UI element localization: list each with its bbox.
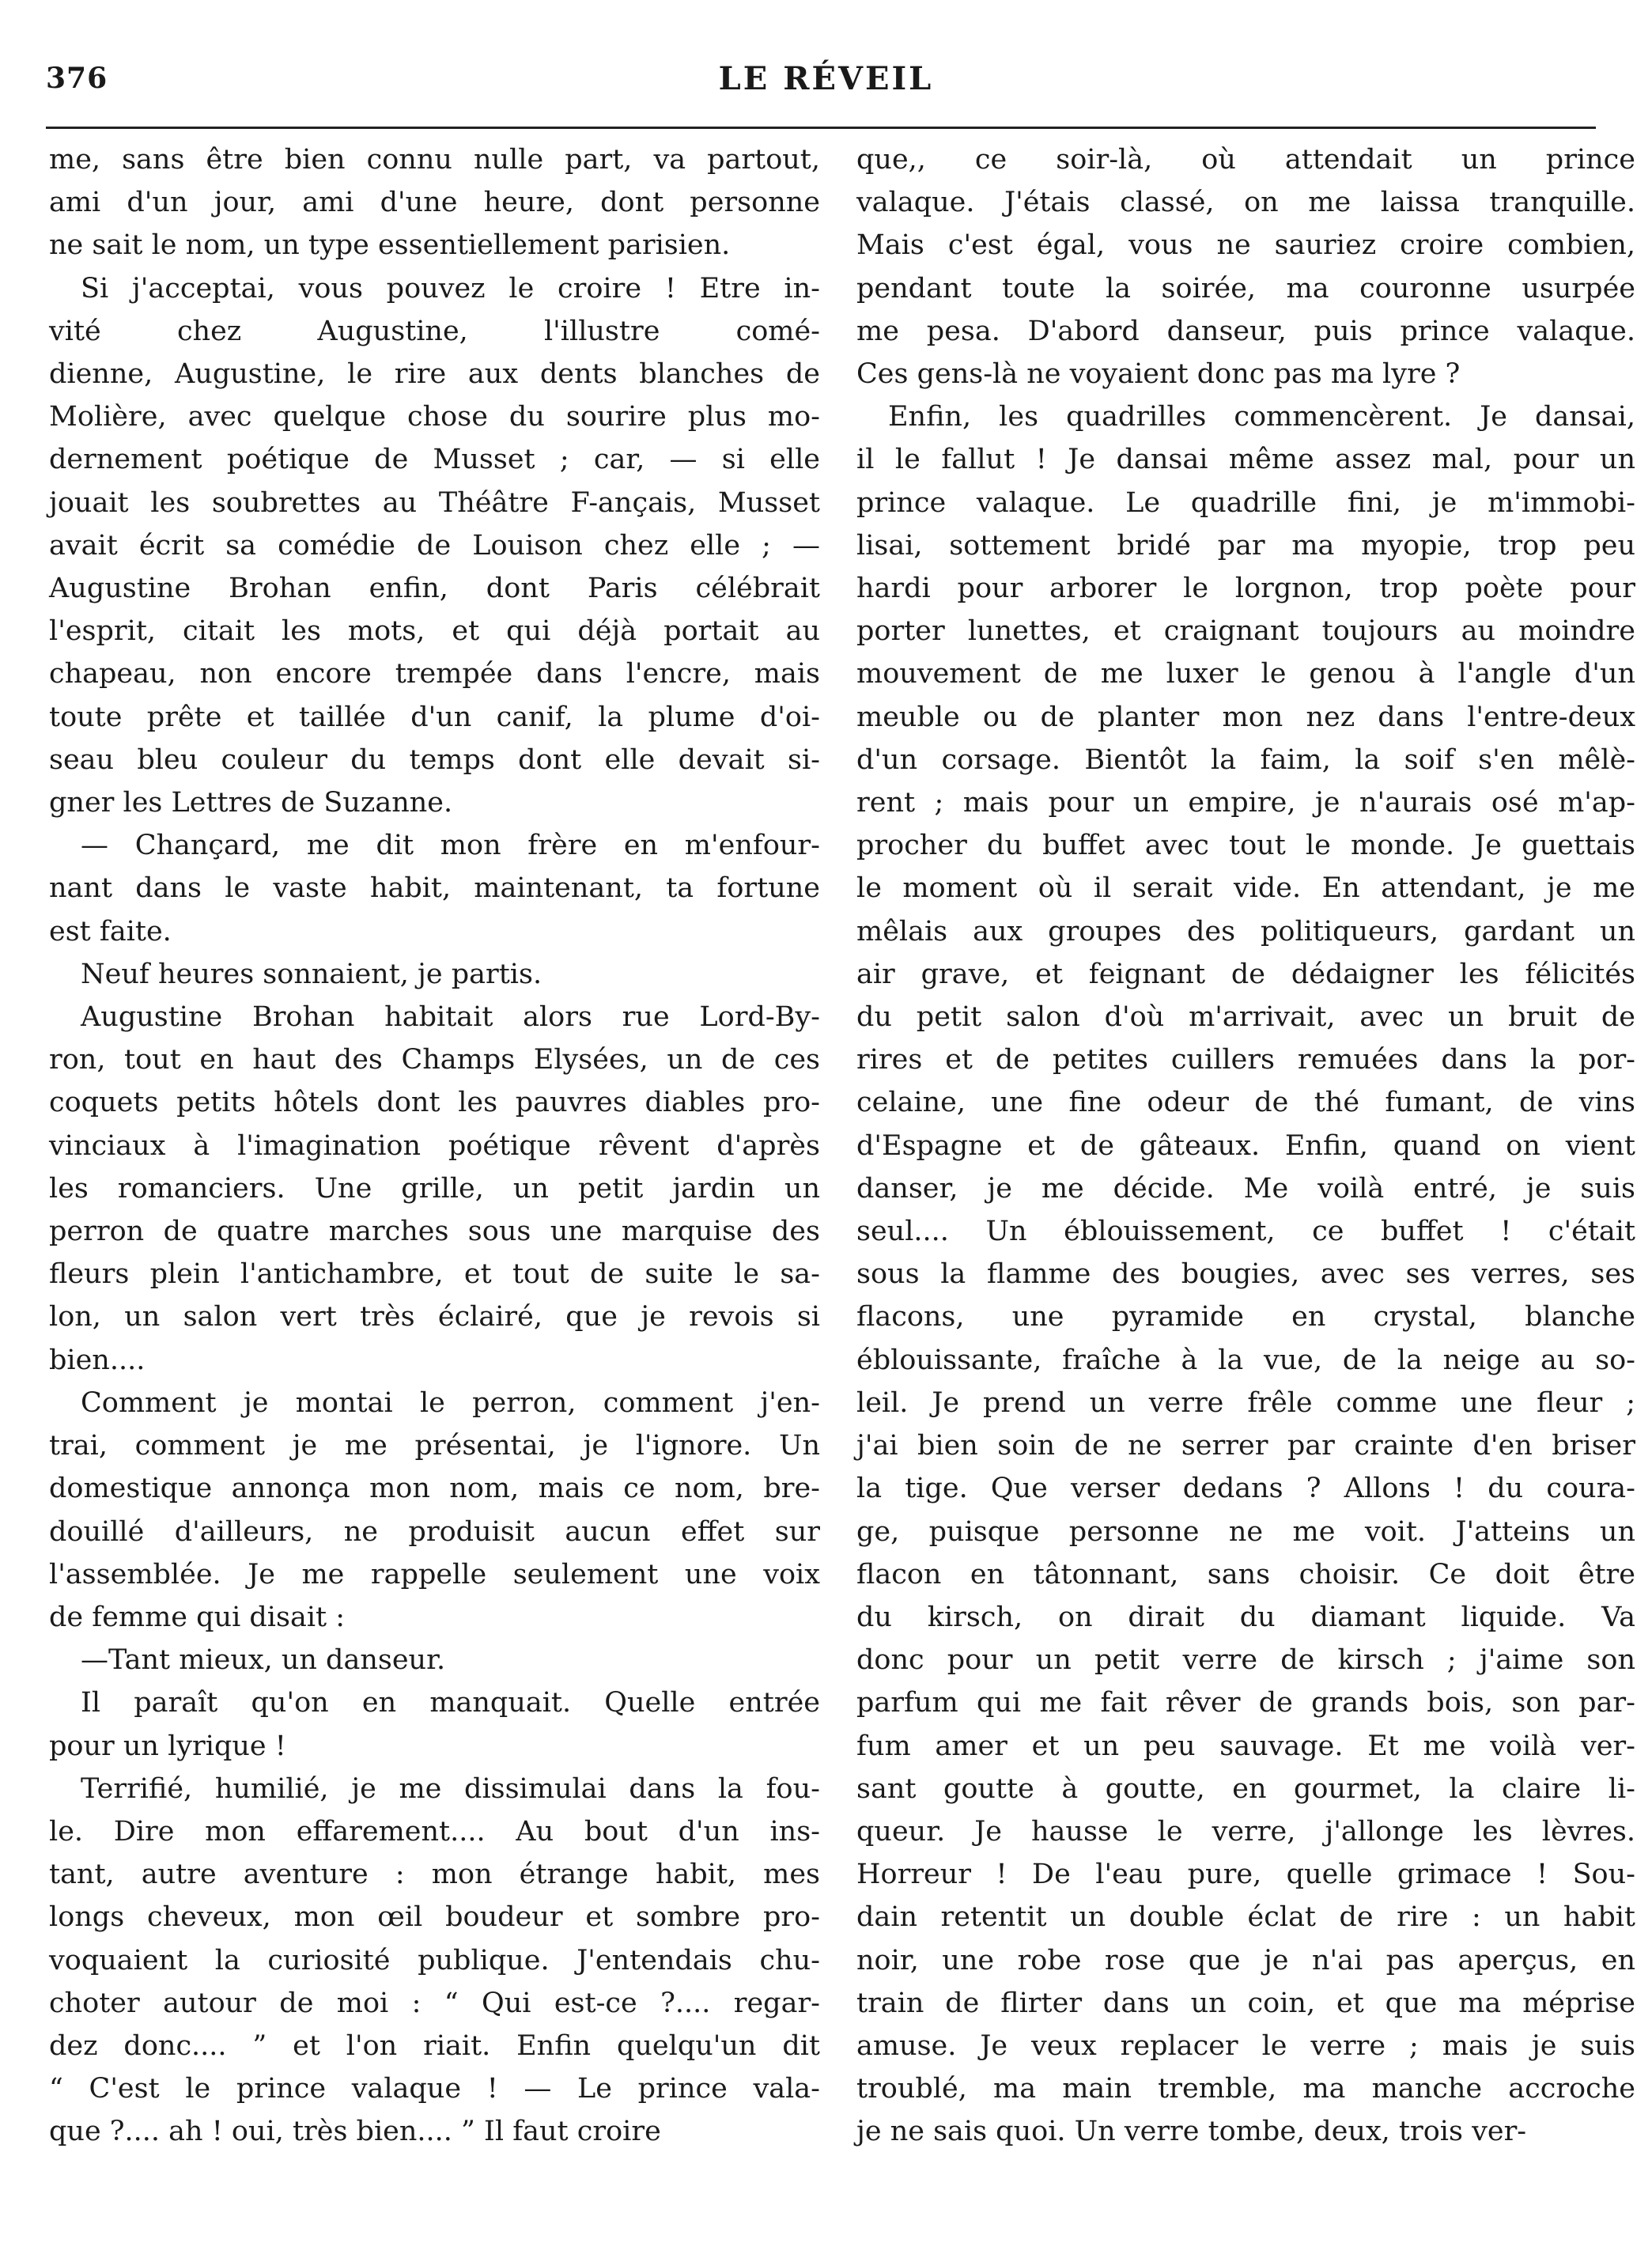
text-line: je ne sais quoi. Un verre tombe, deux, trois ver- (856, 2116, 1527, 2148)
text-line: du kirsch, on dirait du diamant liquide. Va (856, 1601, 1635, 1633)
text-line: les romanciers. Une grille, un petit jardin un (49, 1172, 820, 1205)
text-line: Enfin, les quadrilles commencèrent. Je dansai, (888, 401, 1635, 433)
text-line: longs cheveux, mon œil boudeur et sombre pro- (49, 1901, 820, 1934)
text-line: pendant toute la soirée, ma couronne usurpée (856, 272, 1635, 304)
text-line: leil. Je prend un verre frêle comme une fleur ; (856, 1386, 1635, 1419)
text-line: la tige. Que verser dedans ? Allons ! du coura- (856, 1473, 1635, 1505)
paragraph (49, 267, 820, 825)
text-line: — Chançard, me dit mon frère en m'enfour- (81, 830, 820, 862)
text-line: il le fallut ! Je dansai même assez mal, pour un (856, 444, 1635, 476)
text-line: fum amer et un peu sauvage. Et me voilà ver- (856, 1730, 1635, 1762)
text-line: ne sait le nom, un type essentiellement parisien. (49, 229, 731, 262)
text-line: sant goutte à goutte, en gourmet, la claire li- (856, 1772, 1635, 1805)
paragraph (856, 138, 1635, 395)
text-line: dain retentit un double éclat de rire : un habit (856, 1901, 1635, 1934)
text-line: noir, une robe rose que je n'ai pas aperçus, en (856, 1944, 1635, 1976)
paragraph (856, 395, 1635, 2153)
paragraph (49, 1382, 820, 1639)
text-line: dienne, Augustine, le rire aux dents blanches de (49, 358, 820, 391)
text-line: jouait les soubrettes au Théâtre F-ançais, Musset (49, 486, 820, 519)
text-line: gner les Lettres de Suzanne. (49, 787, 453, 819)
text-line: rires et de petites cuillers remuées dans la por- (856, 1044, 1635, 1076)
text-line: le. Dire mon effarement.... Au bout d'un ins- (49, 1815, 820, 1848)
text-line: flacon en tâtonnant, sans choisir. Ce doit être (856, 1558, 1635, 1590)
text-line: seau bleu couleur du temps dont elle devait si- (49, 743, 820, 776)
text-line: dernement poétique de Musset ; car, — si elle (49, 444, 820, 476)
text-line: fleurs plein l'antichambre, et tout de suite le sa- (49, 1258, 820, 1291)
text-line: nant dans le vaste habit, maintenant, ta fortune (49, 872, 820, 905)
text-line: “ C'est le prince valaque ! — Le prince vala- (49, 2073, 820, 2105)
text-line: Horreur ! De l'eau pure, quelle grimace ! Sou- (856, 1859, 1635, 1891)
left-column (49, 138, 820, 2154)
text-line: tant, autre aventure : mon étrange habit, mes (49, 1859, 820, 1891)
text-line: —Tant mieux, un danseur. (81, 1644, 446, 1677)
text-line: de femme qui disait : (49, 1601, 345, 1633)
text-line: Neuf heures sonnaient, je partis. (81, 958, 542, 990)
text-line: donc pour un petit verre de kirsch ; j'aime son (856, 1644, 1635, 1677)
page-number: 376 (46, 62, 108, 95)
text-line: coquets petits hôtels dont les pauvres diables pro- (49, 1087, 820, 1119)
text-line: j'ai bien soin de ne serrer par crainte d'en briser (856, 1430, 1635, 1462)
header-rule (46, 127, 1596, 129)
text-line: ami d'un jour, ami d'une heure, dont personne (49, 187, 820, 219)
text-line: danser, je me décide. Me voilà entré, je suis (856, 1172, 1635, 1205)
text-line: valaque. J'étais classé, on me laissa tranquille. (856, 187, 1635, 219)
text-line: Augustine Brohan enfin, dont Paris célébrait (49, 573, 820, 605)
text-line: lisai, sottement bridé par ma myopie, trop peu (856, 529, 1635, 562)
text-line: celaine, une fine odeur de thé fumant, de vins (856, 1087, 1635, 1119)
text-line: rent ; mais pour un empire, je n'aurais osé m'ap- (856, 787, 1635, 819)
text-line: hardi pour arborer le lorgnon, trop poète pour (856, 573, 1635, 605)
text-line: ge, puisque personne ne me voit. J'atteins un (856, 1515, 1635, 1548)
text-line: lon, un salon vert très éclairé, que je revois si (49, 1301, 820, 1333)
text-line: bien.... (49, 1344, 146, 1376)
text-line: que ?.... ah ! oui, très bien.... ” Il faut croire (49, 2116, 661, 2148)
text-line: l'esprit, citait les mots, et qui déjà portait au (49, 615, 820, 648)
text-line: queur. Je hausse le verre, j'allonge les lèvres. (856, 1815, 1635, 1848)
text-line: Molière, avec quelque chose du sourire plus mo- (49, 401, 820, 433)
text-line: mouvement de me luxer le genou à l'angle d'un (856, 658, 1635, 690)
text-line: d'Espagne et de gâteaux. Enfin, quand on vient (856, 1129, 1635, 1162)
text-line: douillé d'ailleurs, ne produisit aucun effet sur (49, 1515, 820, 1548)
text-line: flacons, une pyramide en crystal, blanche (856, 1301, 1635, 1333)
text-line: me, sans être bien connu nulle part, va partout, (49, 144, 820, 176)
right-column (856, 138, 1635, 2154)
paragraph (49, 1768, 820, 2154)
text-line: seul.... Un éblouissement, ce buffet ! c'était (856, 1216, 1635, 1248)
text-line: est faite. (49, 915, 172, 947)
text-line: sous la flamme des bougies, avec ses verres, ses (856, 1258, 1635, 1291)
text-line: trai, comment je me présentai, je l'ignore. Un (49, 1430, 820, 1462)
text-line: domestique annonça mon nom, mais ce nom, bre- (49, 1473, 820, 1505)
text-line: Terrifié, humilié, je me dissimulai dans la fou- (81, 1772, 820, 1805)
paragraph (49, 824, 820, 953)
text-line: éblouissante, fraîche à la vue, de la neige au so- (856, 1344, 1635, 1376)
text-line: le moment où il serait vide. En attendant, je me (856, 872, 1635, 905)
text-line: vinciaux à l'imagination poétique rêvent d'après (49, 1129, 820, 1162)
text-line: meuble ou de planter mon nez dans l'entre-deux (856, 701, 1635, 733)
text-line: perron de quatre marches sous une marquise des (49, 1216, 820, 1248)
paragraph (49, 1681, 820, 1767)
paragraph (49, 996, 820, 1382)
text-line: ron, tout en haut des Champs Elysées, un de ces (49, 1044, 820, 1076)
text-line: amuse. Je veux replacer le verre ; mais je suis (856, 2029, 1635, 2062)
text-line: l'assemblée. Je me rappelle seulement une voix (49, 1558, 820, 1590)
text-line: dez donc.... ” et l'on riait. Enfin quelqu'un dit (49, 2029, 820, 2062)
paragraph (49, 953, 820, 996)
text-line: voquaient la curiosité publique. J'entendais chu- (49, 1944, 820, 1976)
text-line: mêlais aux groupes des politiqueurs, gardant un (856, 915, 1635, 947)
text-line: porter lunettes, et craignant toujours au moindre (856, 615, 1635, 648)
text-line: Si j'acceptai, vous pouvez le croire ! Etre in- (81, 272, 820, 304)
text-line: chapeau, non encore trempée dans l'encre, mais (49, 658, 820, 690)
text-line: procher du buffet avec tout le monde. Je guettais (856, 830, 1635, 862)
text-line: prince valaque. Le quadrille fini, je m'immobi- (856, 486, 1635, 519)
text-line: Comment je montai le perron, comment j'en- (81, 1386, 820, 1419)
text-line: troublé, ma main tremble, ma manche accroche (856, 2073, 1635, 2105)
text-line: Ces gens-là ne voyaient donc pas ma lyre ? (856, 358, 1461, 391)
text-line: Il paraît qu'on en manquait. Quelle entrée (81, 1687, 820, 1719)
text-line: d'un corsage. Bientôt la faim, la soif s'en mêlè- (856, 743, 1635, 776)
running-title: LE RÉVEIL (718, 60, 934, 97)
text-line: pour un lyrique ! (49, 1730, 286, 1762)
text-line: du petit salon d'où m'arrivait, avec un bruit de (856, 1001, 1635, 1034)
text-line: parfum qui me fait rêver de grands bois, son par- (856, 1687, 1635, 1719)
text-line: vité chez Augustine, l'illustre comé- (49, 315, 820, 347)
paragraph (49, 1639, 820, 1681)
text-line: train de flirter dans un coin, et que ma méprise (856, 1987, 1635, 2019)
text-line: que,, ce soir-là, où attendait un prince (856, 144, 1635, 176)
text-line: choter autour de moi : “ Qui est-ce ?.... regar- (49, 1987, 820, 2019)
text-line: avait écrit sa comédie de Louison chez elle ; — (49, 529, 820, 562)
text-line: Mais c'est égal, vous ne sauriez croire combien, (856, 229, 1635, 262)
paragraph (49, 138, 820, 267)
text-line: air grave, et feignant de dédaigner les félicités (856, 958, 1635, 990)
text-line: toute prête et taillée d'un canif, la plume d'oi- (49, 701, 820, 733)
text-line: me pesa. D'abord danseur, puis prince valaque. (856, 315, 1635, 347)
text-line: Augustine Brohan habitait alors rue Lord-By- (81, 1001, 820, 1034)
